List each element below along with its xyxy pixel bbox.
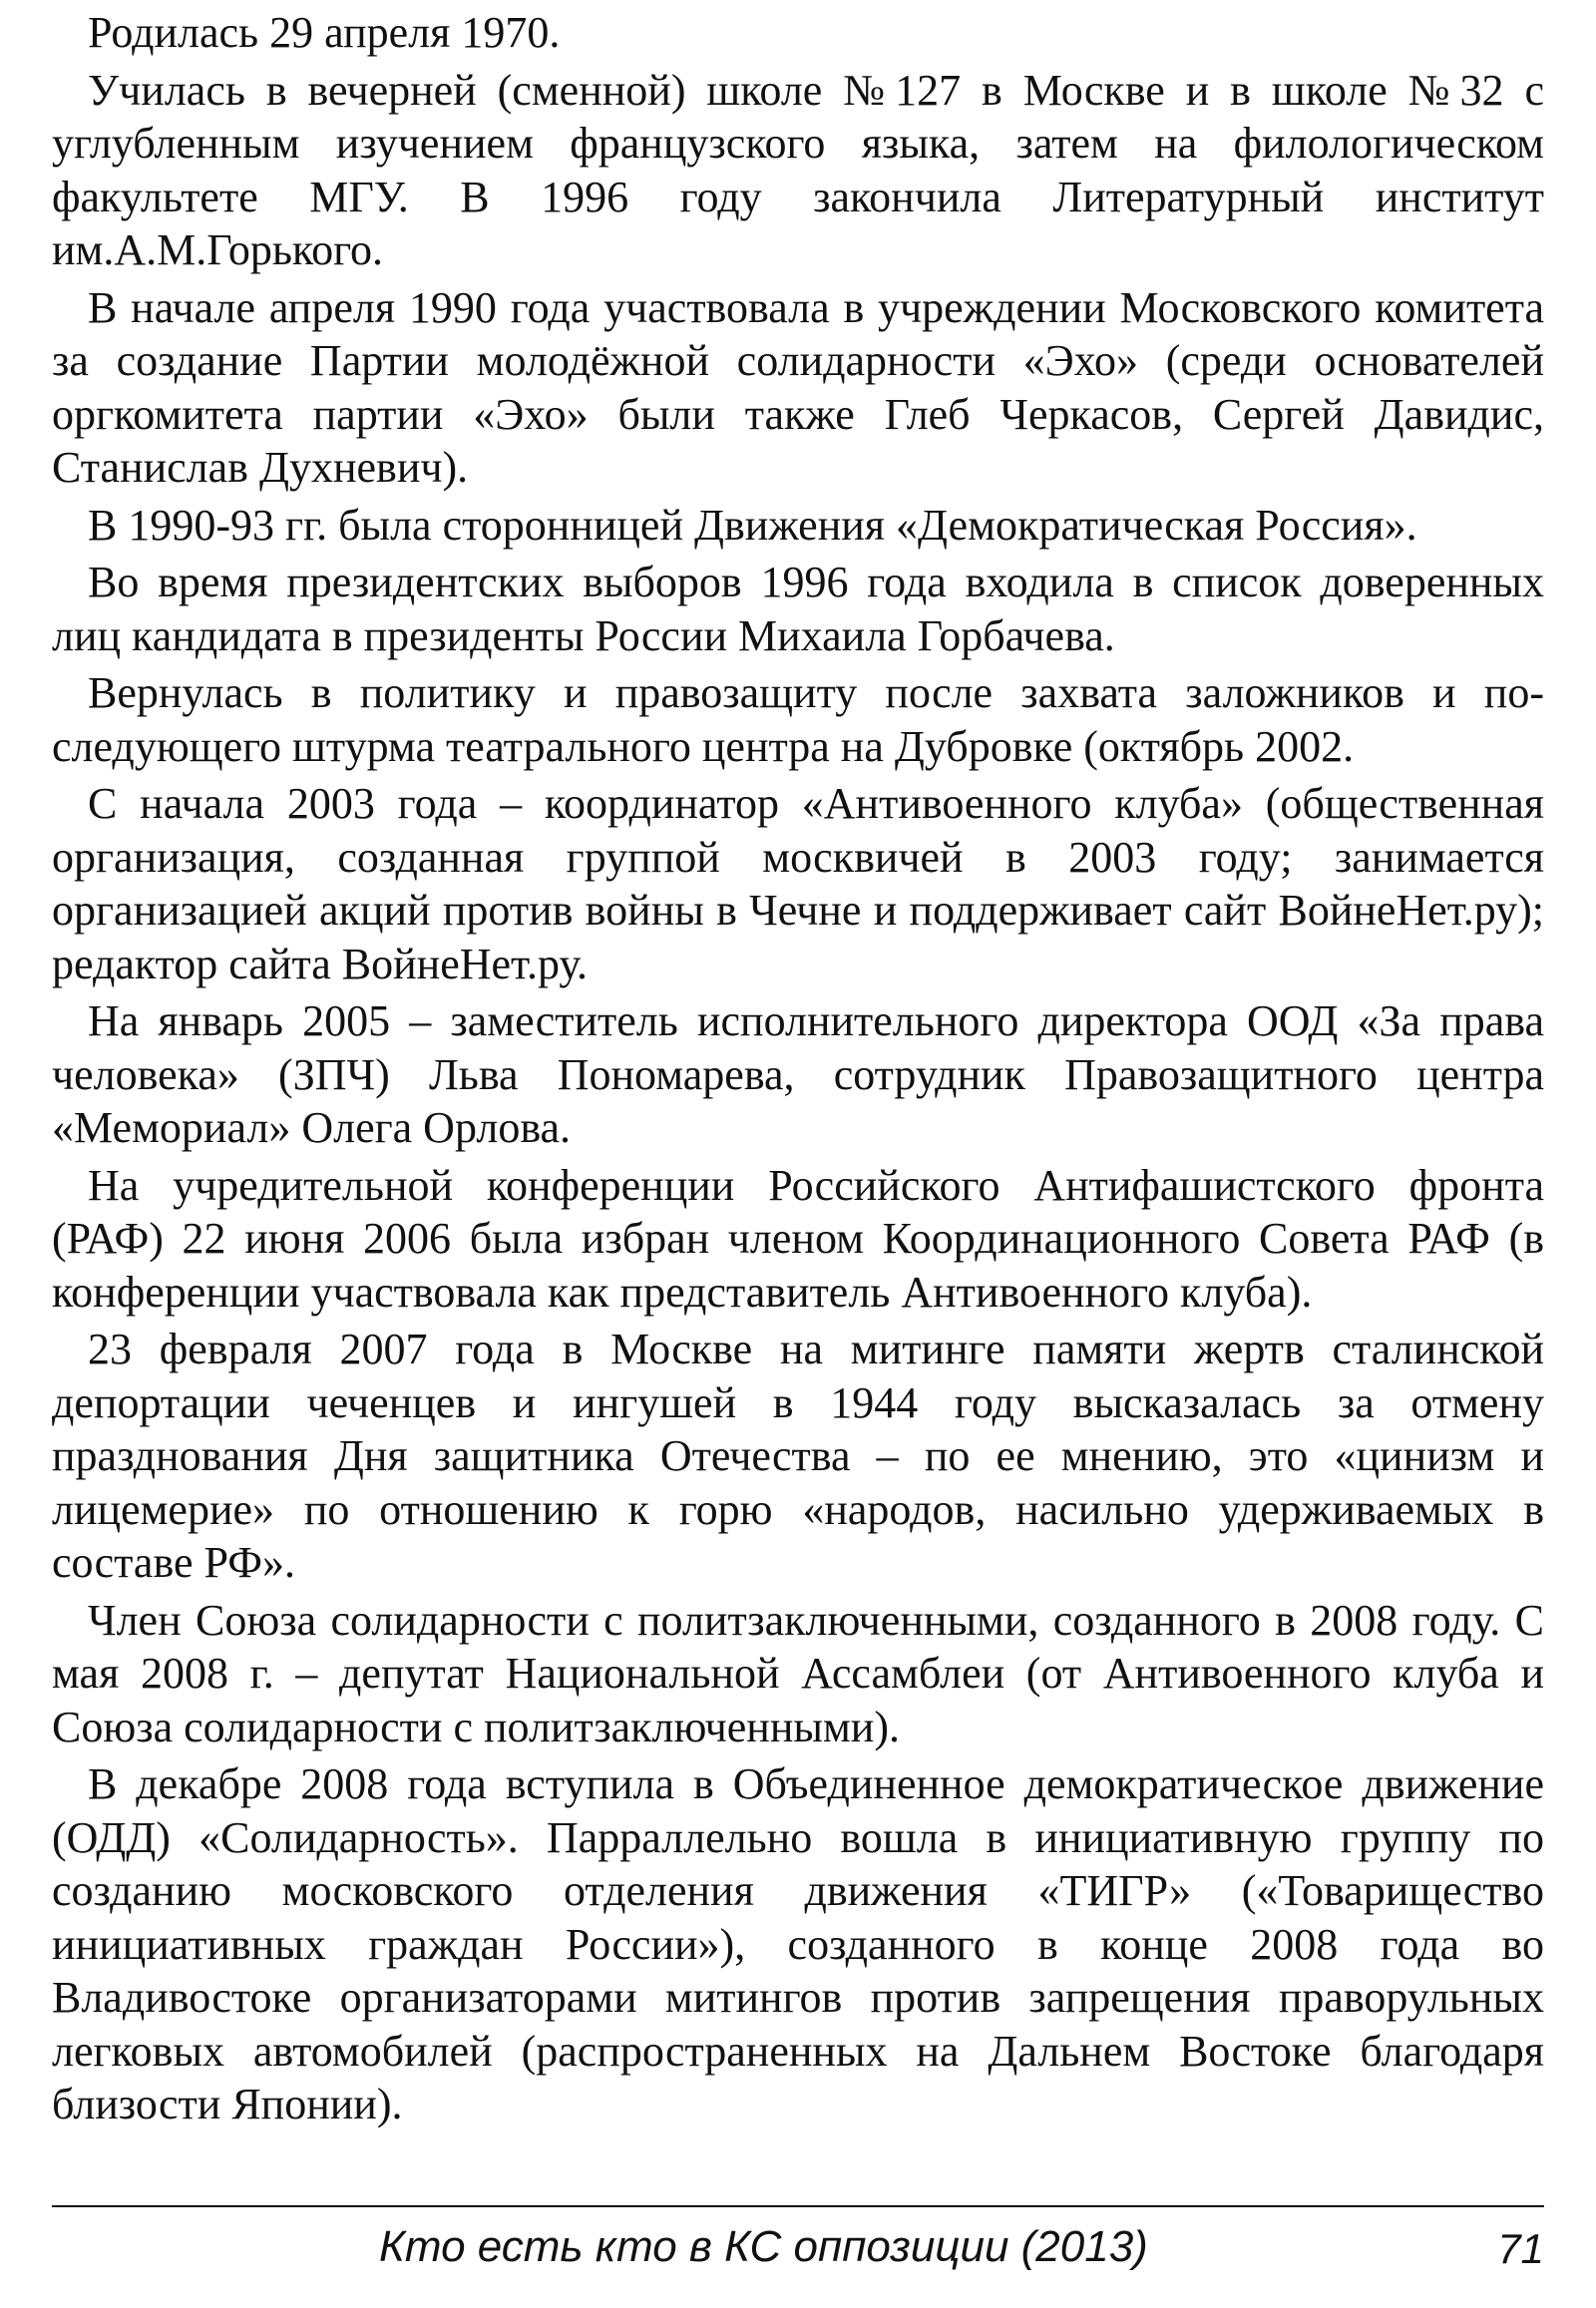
paragraph-solidarity-union: Член Союза солидарности с политзаключенными, созданного в 2008 году. С мая 2008 г. – депутат Национальной Ассамблеи (от Антивоенного клуба и Союза солидарности с политзаключенными).	[52, 1595, 1544, 1751]
body-text	[52, 6, 1544, 2135]
paragraph-elections-1996: Во время президентских выборов 1996 года входила в список доверенных лиц кандидата в президенты России Михаила Горбачева.	[52, 558, 1544, 660]
footer-title: Кто есть кто в КС оппозиции (2013)	[379, 2222, 1148, 2271]
footer-divider	[52, 2205, 1544, 2207]
page-number: 71	[1497, 2225, 1544, 2272]
paragraph-january-2005: На январь 2005 – заместитель исполнительного директора ООД «За права человека» (ЗПЧ) Льва Пономарева, сотрудник Правозащитного центра «Мемориал» Олега Орлова.	[52, 996, 1544, 1152]
paragraph-education: Училась в вечерней (сменной) школе №127 в Москве и в школе №32 с углубленным изучением французского языка, затем на филологическом факультете МГУ. В 1996 году закончила Литературный институт им.А.М.Горького.	[52, 65, 1544, 274]
paragraph-democratic-russia: В 1990-93 гг. была сторонницей Движения «Демократическая Россия».	[88, 500, 1417, 550]
paragraph-antiwar-club: С начала 2003 года – координатор «Антивоенного клуба» (общественная организация, созданная группой москвичей в 2003 году; занимается организацией акций против войны в Чечне и поддерживает сайт ВойнеНет.ру); редактор сайта ВойнеНет.ру.	[52, 779, 1544, 988]
paragraph-december-2008: В декабре 2008 года вступила в Объединенное демократическое движение (ОДД) «Солидарность». Парраллельно вошла в инициативную группу по созданию московского отделения движения «ТИГР» («Товарищество инициативных граждан России»), созданного в конце 2008 года во Владивостоке организаторами митингов против запрещения праворульных легковых автомобилей (распространенных на Дальнем Востоке благодаря близости Японии).	[52, 1759, 1544, 2128]
paragraph-echo-party: В начале апреля 1990 года участвовала в учреждении Московского комитета за создание Партии молодёжной солидарности «Эхо» (среди основателей оргкомитета партии «Эхо» были также Глеб Черкасов, Сергей Давидис, Станислав Духневич).	[52, 282, 1544, 492]
paragraph-antifascist-front: На учредительной конференции Российского Антифашистского фронта (РАФ) 22 июня 2006 была избран членом Координационного Совета РАФ (в конференции участвовала как представитель Антивоенного клуба).	[52, 1160, 1544, 1317]
paragraph-return-to-politics: Вернулась в политику и правозащиту после захвата заложников и последующего штурма театрального центра на Дубровке (октябрь 2002.	[52, 668, 1544, 771]
paragraph-february-2007: 23 февраля 2007 года в Москве на митинге памяти жертв сталинской депортации чеченцев и ингушей в 1944 году высказалась за отмену празднования Дня защитника Отечества – по ее мнению, это «цинизм и лицемерие» по отношению к горю «народов, насильно удерживаемых в составе РФ».	[52, 1325, 1544, 1587]
paragraph-birth: Родилась 29 апреля 1970.	[88, 8, 561, 57]
